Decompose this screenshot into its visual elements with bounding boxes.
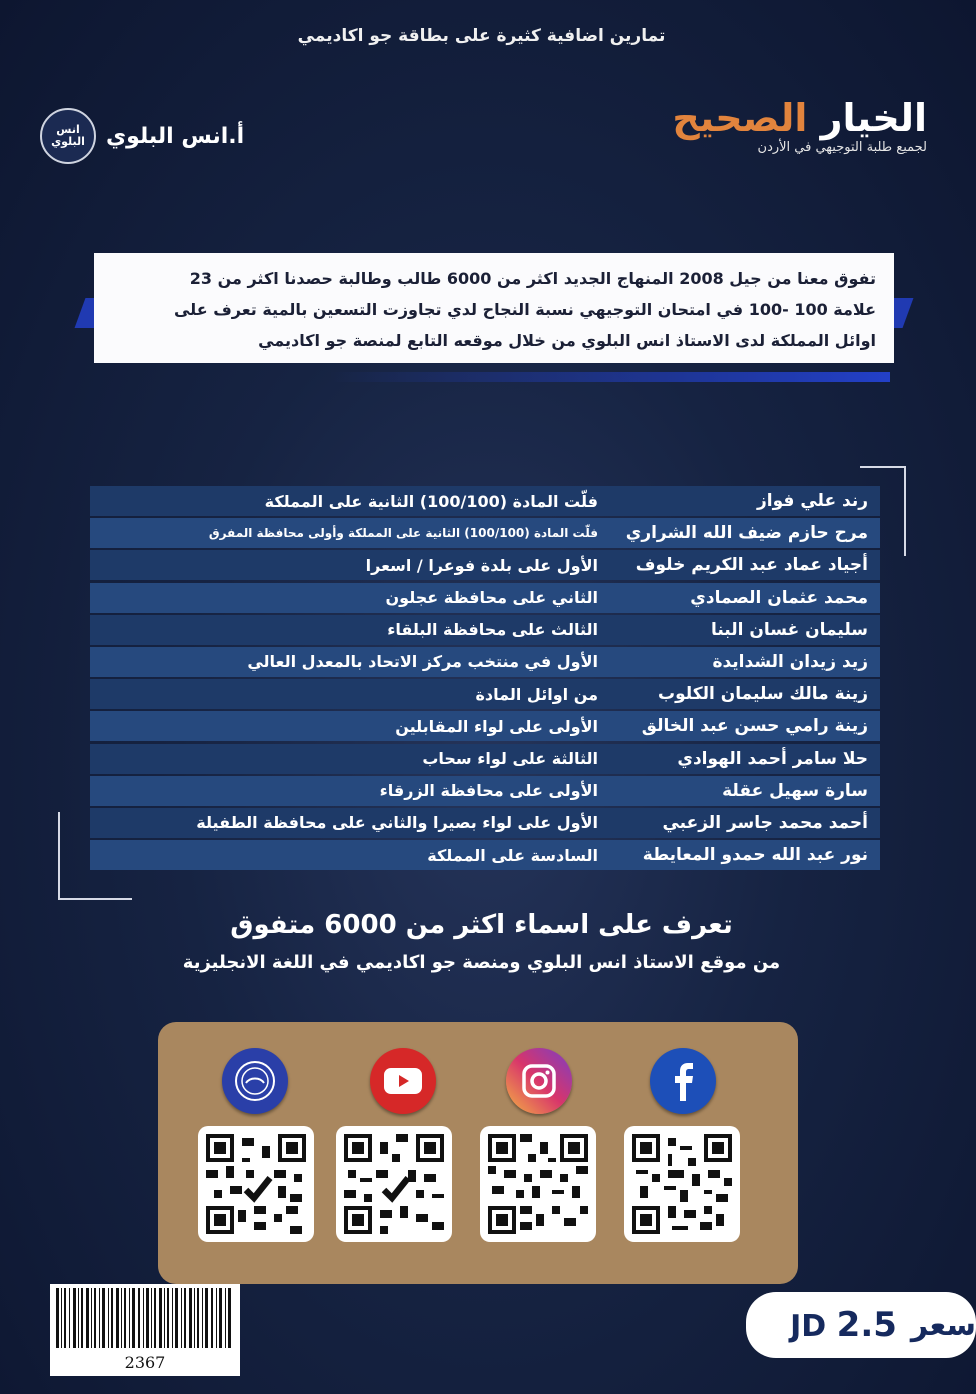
price-badge [746,1292,976,1358]
student-name: سليمان غسان البنا [710,619,868,640]
intro-text-box [94,253,894,363]
tagline: تمارين اضافية كثيرة على بطاقة جو اكاديمي [297,26,666,46]
brand-subtitle: لجميع طلبة التوجيهي في الأردن [757,140,927,155]
qr-code-facebook[interactable] [624,1126,740,1242]
brand-title-word2: الصحيح [672,96,808,140]
barcode-bars-icon [50,1284,240,1348]
price-value: 2.5 [836,1305,897,1345]
honor-row [90,744,880,774]
student-name: محمد عثمان الصمادي [690,587,868,608]
brand-title-word1: الخيار [820,96,927,140]
honor-row [90,679,880,709]
honor-row [90,840,880,870]
student-name: زينة مالك سليمان الكلوب [658,684,868,705]
student-name: رند علي فواز [757,491,868,511]
student-name: زيد زيدان الشدايدة [712,651,868,672]
student-achievement: الأول على لواء بصيرا والثاني على محافظة الطفيلة [196,813,598,833]
intro-line: تفوق معنا من جيل 2008 المنهاج الجديد اكثر من 6000 طالب وطالبة حصدنا اكثر من 23 [189,269,876,288]
author-name: أ.انس البلوي [106,123,245,149]
student-name: أجياد عماد عبد الكريم خلوف [635,555,868,576]
anas-albalawi-logo-icon[interactable] [222,1048,288,1114]
price-currency: JD [790,1309,827,1344]
honor-row [90,711,880,741]
barcode [50,1284,240,1376]
honor-row [90,776,880,806]
honor-row [90,486,880,516]
cta-headline: تعرف على اسماء اكثر من 6000 متفوق [230,910,733,940]
cta-subline: من موقع الاستاذ انس البلوي ومنصة جو اكاديمي في اللغة الانجليزية [182,952,781,973]
student-name: أحمد محمد جاسر الزعبي [662,812,868,833]
student-achievement: الأول على بلدة فوعرا / اسعرا [365,555,598,575]
social-panel [158,1022,798,1284]
honor-row [90,518,880,548]
author-seal-text: انس البلوي [51,123,85,148]
brand-title [672,98,927,138]
student-achievement: الأولى على محافظة الزرقاء [379,781,598,801]
honor-row [90,808,880,838]
intro-line: علامة 100 -100 في امتحان التوجيهي نسبة النجاح لدي تجاوزت التسعين بالمية تعرف على [173,300,876,319]
honor-row [90,615,880,645]
price-amount [790,1305,897,1345]
brand-logo [672,98,927,155]
student-name: مرح حازم ضيف الله الشراري [625,523,868,544]
student-achievement: الثالثة على لواء سحاب [422,749,598,768]
student-achievement: الثالث على محافظة البلقاء [387,620,598,640]
student-achievement: السادسة على المملكة [427,845,598,865]
qr-code-instagram[interactable] [480,1126,596,1242]
student-achievement: من اوائل المادة [475,684,598,704]
student-achievement: فلّت المادة (100/100) الثانية على المملكة وأولى محافظة المفرق [208,526,598,541]
student-achievement: الأول في منتخب مركز الاتحاد بالمعدل العالي [247,652,598,672]
author-seal-icon [40,108,96,164]
barcode-number: 2367 [124,1353,166,1372]
honor-row [90,550,880,580]
qr-code-website[interactable] [198,1126,314,1242]
author-block [40,108,244,164]
student-name: زينة رامي حسن عبد الخالق [641,716,868,737]
instagram-icon[interactable] [506,1048,572,1114]
student-achievement: فلّت المادة (100/100) الثانية على المملكة [264,491,598,511]
student-achievement: الثاني على محافظة عجلون [385,588,598,608]
facebook-icon[interactable] [650,1048,716,1114]
student-name: حلا سامر أحمد الهوادي [677,748,868,769]
intro-accent-bar [330,372,890,382]
qr-code-youtube[interactable] [336,1126,452,1242]
honors-list [90,486,880,872]
price-label: سعر [910,1307,976,1343]
intro-line: اوائل المملكة لدى الاستاذ انس البلوي من خلال موقعه التابع لمنصة جو اكاديمي [258,331,876,350]
student-name: سارة سهيل عقلة [722,780,868,801]
student-name: نور عبد الله حمدو المعايطة [642,845,868,866]
youtube-icon[interactable] [370,1048,436,1114]
student-achievement: الأولى على لواء المقابلين [395,716,598,736]
honor-row [90,583,880,613]
honor-row [90,647,880,677]
